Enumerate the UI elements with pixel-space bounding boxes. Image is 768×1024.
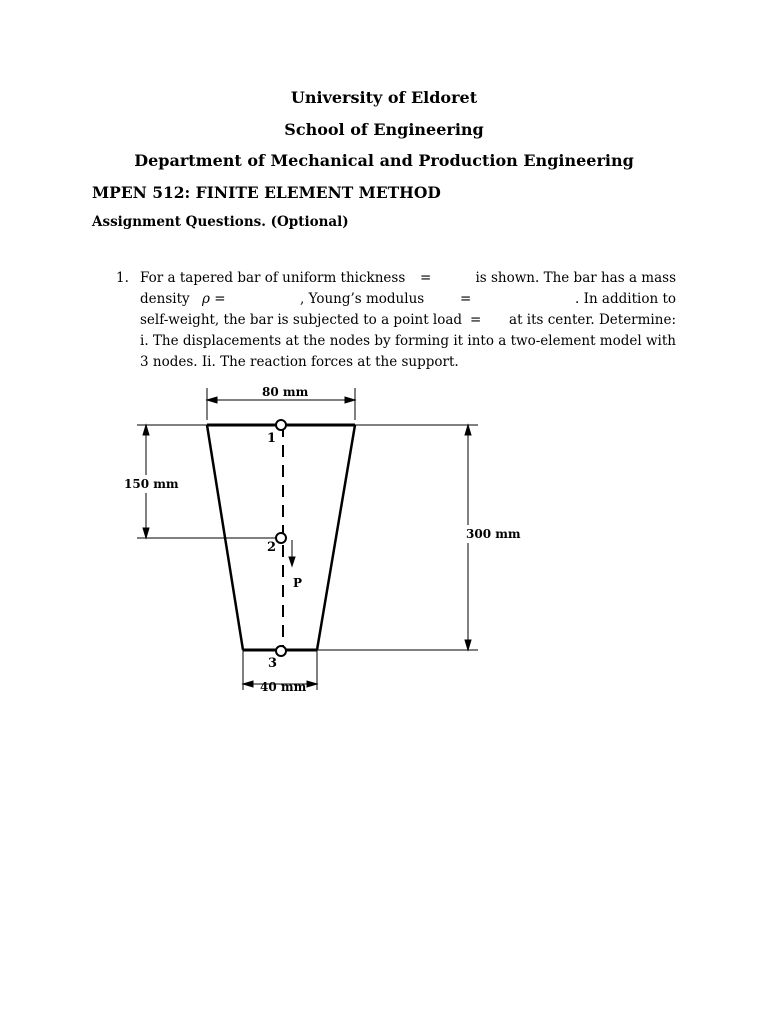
course-title: MPEN 512: FINITE ELEMENT METHOD: [92, 183, 441, 202]
node-1-marker: [276, 420, 286, 430]
question-number: 1.: [116, 270, 129, 286]
node-3-label: 3: [268, 656, 278, 671]
question-text-2b: , Young’s modulus: [300, 291, 425, 307]
equals-sign: =: [420, 270, 432, 286]
question-text-1a: For a tapered bar of uniform thickness: [140, 270, 406, 286]
total-height-label: 300 mm: [466, 527, 521, 541]
half-height-label: 150 mm: [124, 477, 179, 491]
school-title: School of Engineering: [284, 120, 484, 139]
top-width-label: 80 mm: [262, 385, 309, 399]
half-height-dimension: [143, 425, 149, 538]
equals-sign: =: [470, 312, 482, 328]
bottom-width-dimension: [243, 650, 317, 690]
question-text-5: 3 nodes. Ii. The reaction forces at the support.: [140, 354, 459, 370]
load-arrow: [289, 540, 295, 566]
question-line-5: [140, 352, 676, 373]
question-line-4: [140, 331, 676, 352]
top-width-dimension: [207, 388, 355, 420]
question-line-1: [140, 268, 676, 289]
assignment-heading: Assignment Questions. (Optional): [92, 214, 349, 230]
question-text-2c: . In addition to: [575, 291, 676, 307]
department-title: Department of Mechanical and Production Engineering: [134, 151, 634, 170]
node-2-label: 2: [267, 540, 277, 555]
equals-sign: =: [460, 291, 472, 307]
question-text: [140, 268, 676, 373]
question-text-1b: is shown. The bar has a mass: [475, 270, 676, 286]
question-text-3b: at its center. Determine:: [509, 312, 676, 328]
question-line-3: [140, 310, 676, 331]
node-2-marker: [276, 533, 286, 543]
question-line-2: [140, 289, 676, 310]
question-text-2a: density: [140, 291, 190, 307]
load-label: P: [293, 576, 303, 590]
question-text-3a: self-weight, the bar is subjected to a point load: [140, 312, 463, 328]
question-text-4: i. The displacements at the nodes by forming it into a two-element model with: [140, 333, 676, 349]
university-title: University of Eldoret: [290, 88, 478, 107]
tapered-bar: [207, 425, 355, 650]
rho-symbol: ρ =: [202, 291, 226, 307]
node-1-label: 1: [267, 431, 277, 446]
bottom-width-label: 40 mm: [260, 680, 307, 694]
node-3-marker: [276, 646, 286, 656]
total-height-dimension: [465, 425, 471, 650]
